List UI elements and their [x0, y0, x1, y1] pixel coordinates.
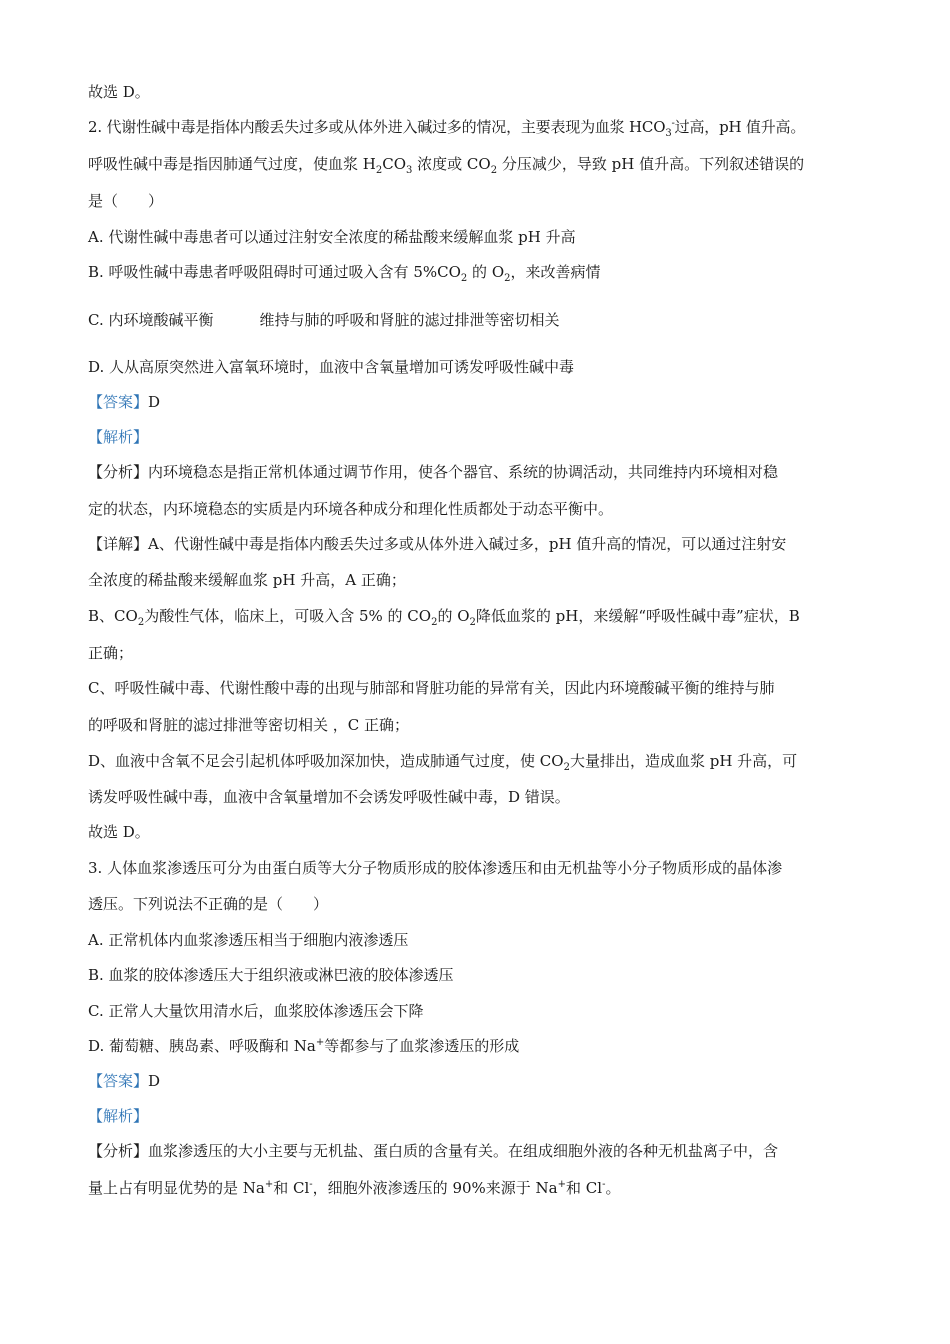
q2-fenxi-line-2: 定的状态，内环境稳态的实质是内环境各种成分和理化性质都处于动态平衡中。 [88, 500, 614, 518]
prev-conclusion: 故选 D。 [88, 83, 150, 101]
q2-detail-text-1: A、代谢性碱中毒是指体内酸丢失过多或从体外进入碱过多，pH 值升高的情况，可以通过注射安 [148, 535, 787, 553]
fenxi-tag: 【分析】 [88, 463, 149, 481]
q3-option-d-a: D. 葡萄糖、胰岛素、呼吸酶和 Na [88, 1037, 316, 1055]
q2-option-c [88, 310, 878, 330]
q2-stem-line-2 [88, 154, 878, 174]
q3-fenxi-2-sup4: - [602, 1179, 606, 1190]
q2-detail-3b: 为酸性气体，临床上，可吸入含 5% 的 CO [144, 607, 432, 625]
analysis-tag: 【解析】 [88, 428, 149, 446]
q2-conclusion: 故选 D。 [88, 823, 150, 841]
q2-stem-2a: 呼吸性碱中毒是指因肺通气过度，使血浆 H [88, 155, 376, 173]
q2-detail-line-8: 诱发呼吸性碱中毒，血液中含氧量增加不会诱发呼吸性碱中毒，D 错误。 [88, 788, 570, 806]
q2-option-b [88, 262, 878, 282]
q2-option-b-sub2: 2 [504, 273, 511, 284]
q2-fenxi-text-1: 内环境稳态是指正常机体通过调节作用，使各个器官、系统的协调活动，共同维持内环境相对稳 [148, 463, 779, 481]
q2-option-b-c: ，来改善病情 [510, 263, 601, 281]
q2-option-c-a: C. 内环境酸碱平衡 [88, 311, 214, 329]
q3-option-d-sup: + [315, 1037, 325, 1048]
q2-stem-2-sub2: 3 [406, 165, 413, 176]
q2-analysis-heading [88, 427, 878, 447]
q2-detail-line-4: 正确； [88, 644, 134, 662]
q3-option-c: C. 正常人大量饮用清水后，血浆胶体渗透压会下降 [88, 1002, 424, 1020]
q2-detail-line-2: 全浓度的稀盐酸来缓解血浆 pH 升高，A 正确； [88, 571, 406, 589]
q3-fenxi-2b: 和 Cl [273, 1179, 310, 1197]
analysis-tag: 【解析】 [88, 1107, 149, 1125]
xiangjie-tag: 【详解】 [88, 535, 149, 553]
q2-detail-7-sub: 2 [563, 762, 570, 773]
q3-fenxi-2-sup3: + [557, 1179, 567, 1190]
q2-detail-7a: D、血液中含氧不足会引起机体呼吸加深加快，造成肺通气过度，使 CO [88, 752, 564, 770]
q2-stem-1-sub: 3 [665, 128, 672, 139]
q2-stem-line-3: 是（ ） [88, 192, 164, 210]
q2-option-b-b: 的 O [467, 263, 505, 281]
q3-option-d-b: 等都参与了血浆渗透压的形成 [324, 1037, 520, 1055]
q2-detail-line-7 [88, 751, 878, 771]
q2-detail-3a: B、CO [88, 607, 138, 625]
q3-analysis-heading [88, 1106, 878, 1126]
q2-stem-1a: 2. 代谢性碱中毒是指体内酸丢失过多或从体外进入碱过多的情况，主要表现为血浆 HCO [88, 118, 666, 136]
q3-fenxi-2c: ，细胞外液渗透压的 90%来源于 Na [312, 1179, 558, 1197]
q3-fenxi-line-2 [88, 1178, 878, 1198]
fenxi-tag: 【分析】 [88, 1142, 149, 1160]
q2-detail-3c: 的 O [437, 607, 470, 625]
q3-option-d [88, 1036, 878, 1056]
q2-stem-1b: 过高，pH 值升高。 [674, 118, 806, 136]
answer-tag: 【答案】 [88, 393, 149, 411]
q2-detail-3-sub3: 2 [469, 617, 476, 628]
q2-stem-1-sup: - [671, 118, 675, 129]
q2-stem-2d: 分压减少，导致 pH 值升高。下列叙述错误的 [497, 155, 805, 173]
q3-fenxi-line-1 [88, 1141, 878, 1161]
q3-fenxi-2d: 和 Cl [566, 1179, 603, 1197]
q2-option-b-a: B. 呼吸性碱中毒患者呼吸阻碍时可通过吸入含有 5%CO [88, 263, 461, 281]
q2-stem-line-1 [88, 117, 878, 137]
q2-detail-3-sub2: 2 [431, 617, 438, 628]
q3-fenxi-2-sup1: + [264, 1179, 274, 1190]
q2-fenxi-line-1 [88, 462, 878, 482]
q3-stem-line-2: 透压。下列说法不正确的是（ ） [88, 895, 329, 913]
q2-detail-3-sub1: 2 [137, 617, 145, 628]
q2-detail-line-5: C、呼吸性碱中毒、代谢性酸中毒的出现与肺部和肾脏功能的异常有关，因此内环境酸碱平衡的维持与肺 [88, 679, 775, 697]
q2-detail-3d: 降低血浆的 pH，来缓解“呼吸性碱中毒”症状，B [475, 607, 800, 625]
q3-fenxi-text-1: 血浆渗透压的大小主要与无机盐、蛋白质的含量有关。在组成细胞外液的各种无机盐离子中，含 [148, 1142, 779, 1160]
q3-option-b: B. 血浆的胶体渗透压大于组织液或淋巴液的胶体渗透压 [88, 966, 454, 984]
q3-answer [88, 1071, 878, 1091]
q3-fenxi-2-sup2: - [309, 1179, 313, 1190]
q2-option-a: A. 代谢性碱中毒患者可以通过注射安全浓度的稀盐酸来缓解血浆 pH 升高 [88, 228, 576, 246]
q3-option-a: A. 正常机体内血浆渗透压相当于细胞内液渗透压 [88, 931, 409, 949]
q2-detail-7b: 大量排出，造成血浆 pH 升高，可 [569, 752, 798, 770]
q2-detail-line-3 [88, 606, 878, 626]
q2-detail-line-6: 的呼吸和肾脏的滤过排泄等密切相关 ，C 正确； [88, 716, 410, 734]
q2-stem-2-sub3: 2 [490, 165, 498, 176]
q3-fenxi-2a: 量上占有明显优势的是 Na [88, 1179, 265, 1197]
q2-stem-2b: CO [382, 155, 407, 173]
q2-stem-2-sub1: 2 [375, 165, 383, 176]
answer-tag: 【答案】 [88, 1072, 149, 1090]
q3-answer-value: D [148, 1072, 161, 1090]
q2-option-d: D. 人从高原突然进入富氧环境时，血液中含氧量增加可诱发呼吸性碱中毒 [88, 358, 575, 376]
q2-option-c-b: 维持与肺的呼吸和肾脏的滤过排泄等密切相关 [259, 311, 560, 329]
q2-answer-value: D [148, 393, 161, 411]
q2-detail-line-1 [88, 534, 878, 554]
q3-fenxi-2e: 。 [605, 1179, 621, 1197]
q3-stem-line-1: 3. 人体血浆渗透压可分为由蛋白质等大分子物质形成的胶体渗透压和由无机盐等小分子物质形成的晶体渗 [88, 859, 783, 877]
q2-stem-2c: 浓度或 CO [412, 155, 491, 173]
q2-answer [88, 392, 878, 412]
q2-option-b-sub1: 2 [460, 273, 468, 284]
